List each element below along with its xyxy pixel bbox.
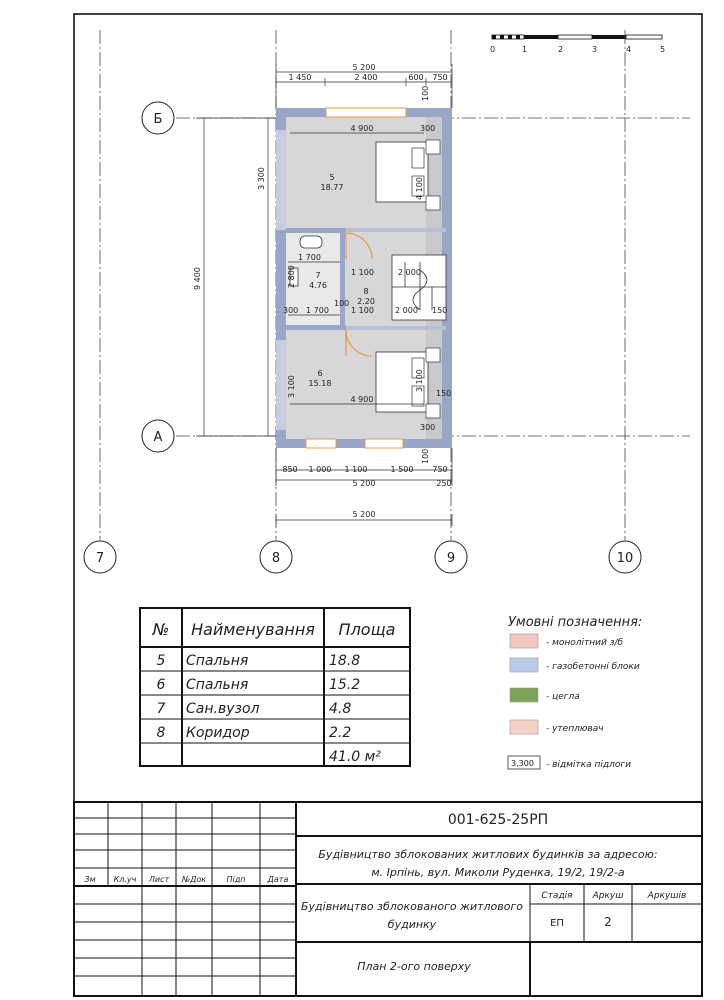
dim-text: 850 (282, 465, 298, 474)
room-area: 4.76 (309, 281, 327, 290)
scale-tick: 3 (592, 45, 598, 54)
room-area: 15.18 (308, 379, 332, 388)
legend-label: - утеплювач (546, 724, 604, 734)
scale-tick: 4 (626, 45, 632, 54)
table-cell: 18.8 (329, 653, 361, 669)
table-cell: 15.2 (329, 677, 361, 693)
axis-label-col: 7 (95, 551, 105, 566)
stage-value: ЕП (550, 918, 564, 929)
sheet-value: 2 (604, 915, 612, 929)
table-header: Площа (338, 620, 396, 639)
object-line: Будівництво зблокованого житлового (300, 900, 524, 913)
dim-text: 1 100 (344, 465, 368, 474)
legend-label: - відмітка підлоги (546, 760, 631, 770)
dim-text: 3 100 (415, 369, 424, 392)
dim-text: 4 900 (350, 395, 374, 404)
table-cell: Сан.вузол (186, 701, 260, 717)
dim-text: 1 700 (298, 253, 321, 262)
dim-text: 100 (334, 299, 350, 308)
table-header: № (152, 620, 170, 639)
dim-text: 5 200 (352, 63, 376, 72)
dim-text: 150 (432, 306, 448, 315)
room-area: 18.77 (320, 183, 344, 192)
dim-text: 2 400 (354, 73, 378, 82)
axis-label-row: Б (153, 112, 163, 127)
dim-text: 100 (421, 448, 430, 464)
drawing-code: 001-625-25РП (447, 812, 549, 828)
dim-text: 750 (432, 465, 448, 474)
room-number: 8 (363, 287, 369, 296)
sheet-header: Аркуш (592, 891, 624, 901)
axis-label-row: А (153, 430, 163, 445)
dim-text: 5 200 (352, 479, 376, 488)
legend-label: - цегла (546, 692, 580, 702)
axis-label-col: 9 (446, 551, 456, 566)
stage-header: Стадія (541, 891, 573, 901)
room-number: 6 (317, 369, 323, 378)
table-cell: 2.2 (329, 725, 352, 741)
scale-tick: 1 (522, 45, 528, 54)
dim-text: 2 000 (395, 306, 418, 315)
dim-text: 9 400 (193, 267, 202, 290)
dim-text: 4 900 (350, 124, 374, 133)
dim-text: 750 (432, 73, 448, 82)
room-number: 7 (315, 271, 321, 280)
table-cell: Коридор (186, 725, 250, 741)
dim-text: 2 800 (287, 265, 296, 288)
table-cell: Спальня (186, 677, 249, 693)
title-col-header: Підп (226, 875, 246, 884)
axis-label-col: 8 (271, 551, 281, 566)
dim-text: 5 200 (352, 510, 376, 519)
dim-text: 100 (421, 85, 430, 101)
dim-text: 1 000 (308, 465, 332, 474)
title-col-header: Лист (148, 875, 170, 884)
dim-text: 3 300 (257, 167, 266, 190)
sheets-header: Аркушів (647, 891, 687, 901)
scale-tick: 5 (660, 45, 666, 54)
level-mark: 3,300 (511, 759, 534, 768)
table-header: Найменування (191, 620, 315, 639)
project-line: Будівництво зблокованих житлових будинків за адресою: (318, 848, 658, 861)
sheet-title: План 2-ого поверху (357, 960, 471, 973)
dim-text: 250 (436, 479, 452, 488)
dim-text: 1 500 (390, 465, 414, 474)
title-col-header: Зм (84, 875, 96, 884)
dim-text: 1 450 (288, 73, 312, 82)
table-cell: Спальня (186, 653, 249, 669)
table-cell: 7 (156, 701, 166, 717)
room-area: 2.20 (357, 297, 375, 306)
dim-text: 300 (420, 423, 436, 432)
legend-label: - монолітний з/б (546, 638, 624, 648)
scale-tick: 0 (490, 45, 496, 54)
table-cell: 6 (156, 677, 166, 693)
dim-text: 3 100 (287, 375, 296, 398)
dim-text: 1 700 (306, 306, 329, 315)
floor-plan (276, 108, 452, 448)
table-cell: 5 (156, 653, 166, 669)
title-col-header: Дата (267, 875, 289, 884)
table-total: 41.0 м² (329, 749, 381, 765)
legend-title: Умовні позначення: (508, 615, 643, 630)
title-col-header: №Док (181, 875, 207, 884)
dim-text: 300 (283, 306, 299, 315)
project-line: м. Ірпінь, вул. Миколи Руденка, 19/2, 19/2-а (371, 866, 625, 879)
dim-text: 1 100 (351, 268, 374, 277)
axis-label-col: 10 (616, 551, 634, 566)
object-line: будинку (387, 918, 437, 931)
dim-text: 2 000 (398, 268, 421, 277)
table-cell: 8 (156, 725, 166, 741)
dim-text: 150 (436, 389, 452, 398)
legend-label: - газобетонні блоки (546, 662, 640, 672)
room-number: 5 (329, 173, 335, 182)
table-cell: 4.8 (329, 701, 352, 717)
dim-text: 4 100 (415, 177, 424, 200)
dim-text: 600 (408, 73, 424, 82)
dim-text: 300 (420, 124, 436, 133)
title-col-header: Кл.уч (113, 875, 137, 884)
scale-tick: 2 (558, 45, 564, 54)
dim-text: 1 100 (351, 306, 374, 315)
